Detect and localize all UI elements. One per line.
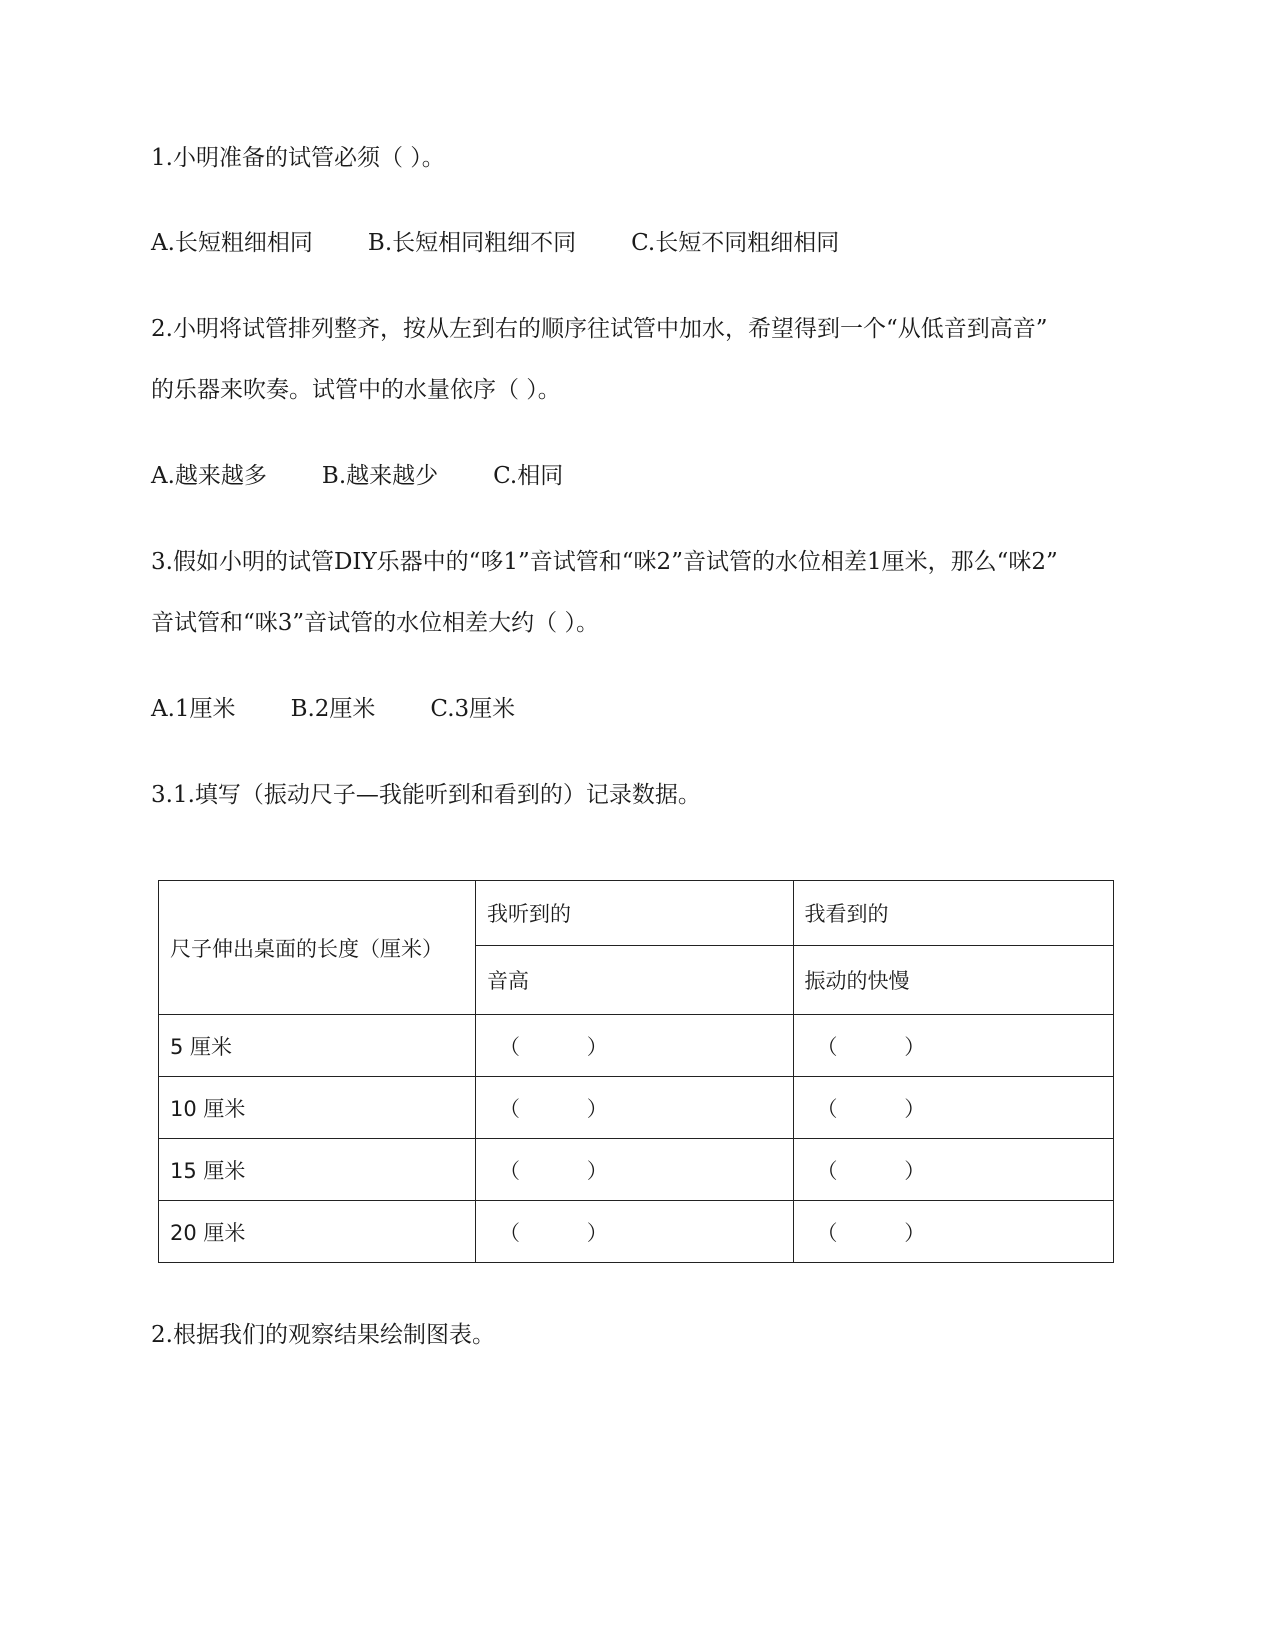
question-2-line-1: 2.小明将试管排列整齐，按从左到右的顺序往试管中加水，希望得到一个“从低音到高音”: [151, 316, 1048, 342]
option-a[interactable]: A.1厘米: [151, 696, 236, 722]
footer-instruction: 2.根据我们的观察结果绘制图表。: [151, 1322, 495, 1348]
section-heading: 3.1.填写（振动尺子—我能听到和看到的）记录数据。: [151, 782, 701, 808]
pitch-blank[interactable]: [475, 1139, 793, 1201]
pitch-blank[interactable]: [475, 1015, 793, 1077]
option-b[interactable]: B.2厘米: [290, 696, 376, 722]
header-heard: 我听到的: [475, 881, 793, 946]
option-c[interactable]: C.3厘米: [430, 696, 516, 722]
header-pitch: 音高: [475, 946, 793, 1015]
blank-parentheses: （ ）: [498, 1096, 608, 1121]
blank-parentheses: （ ）: [498, 1034, 608, 1059]
blank-parentheses: （ ）: [816, 1034, 926, 1059]
vibration-blank[interactable]: [793, 1015, 1114, 1077]
pitch-blank[interactable]: [475, 1201, 793, 1263]
row-length: 20 厘米: [159, 1201, 476, 1263]
blank-parentheses: （ ）: [816, 1096, 926, 1121]
option-b[interactable]: B.长短相同粗细不同: [367, 230, 577, 256]
question-1-options: [151, 228, 839, 258]
header-seen: 我看到的: [793, 881, 1114, 946]
blank-parentheses: （ ）: [816, 1220, 926, 1245]
question-2-line-2: 的乐器来吹奏。试管中的水量依序（ ）。: [151, 377, 561, 403]
question-3-line-1: 3.假如小明的试管DIY乐器中的“哆1”音试管和“咪2”音试管的水位相差1厘米，那么“咪2”: [151, 549, 1058, 575]
row-length: 5 厘米: [159, 1015, 476, 1077]
option-c[interactable]: C.长短不同粗细相同: [631, 230, 840, 256]
question-3-options: [151, 694, 515, 724]
table-row: [159, 1139, 1114, 1201]
table-row: [159, 1201, 1114, 1263]
option-b[interactable]: B.越来越少: [321, 463, 439, 489]
question-1: 1.小明准备的试管必须（ ）。: [151, 145, 445, 171]
pitch-blank[interactable]: [475, 1077, 793, 1139]
blank-parentheses: （ ）: [816, 1158, 926, 1183]
option-c[interactable]: C.相同: [493, 463, 564, 489]
table-row: [159, 1077, 1114, 1139]
row-length: 10 厘米: [159, 1077, 476, 1139]
record-table: [158, 880, 1114, 1263]
vibration-blank[interactable]: [793, 1139, 1114, 1201]
vibration-blank[interactable]: [793, 1201, 1114, 1263]
option-a[interactable]: A.长短粗细相同: [151, 230, 313, 256]
vibration-blank[interactable]: [793, 1077, 1114, 1139]
question-3-line-2: 音试管和“咪3”音试管的水位相差大约（ ）。: [151, 610, 599, 636]
row-length: 15 厘米: [159, 1139, 476, 1201]
header-vibration-speed: 振动的快慢: [793, 946, 1114, 1015]
question-2-options: [151, 461, 563, 491]
header-length: 尺子伸出桌面的长度（厘米）: [159, 881, 476, 1015]
blank-parentheses: （ ）: [498, 1158, 608, 1183]
table-row: [159, 1015, 1114, 1077]
option-a[interactable]: A.越来越多: [151, 463, 267, 489]
table-header-row: [159, 881, 1114, 946]
blank-parentheses: （ ）: [498, 1220, 608, 1245]
